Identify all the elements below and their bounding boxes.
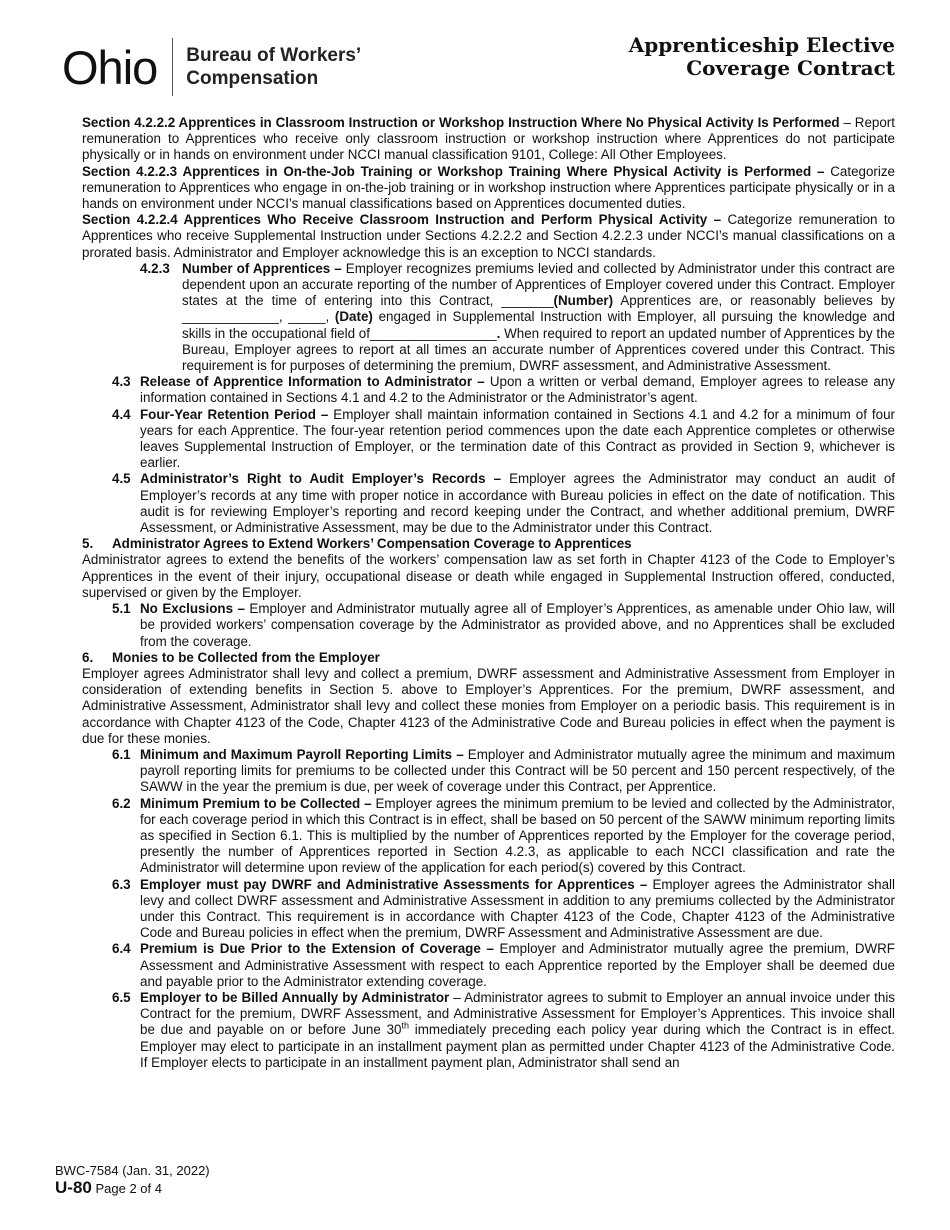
section-text: Employer shall maintain information contained in Sections 4.1 and 4.2 for a minimum of four years for each Apprentice. The four-year retention period commences upon the date each Apprentice completes or otherwise leaves Supplemental Instruction of Employer, or the termination date of this Contract as provided in Section 9, whichever is earlier. (140, 406, 895, 471)
section-heading: Employer to be Billed Annually by Administrator (140, 989, 450, 1005)
logo-divider (172, 38, 173, 96)
section-number: 6.1 (112, 746, 131, 762)
section-number: 6. (82, 649, 94, 665)
section-number: 6.4 (112, 941, 131, 957)
section-number: 4.5 (112, 471, 131, 487)
section-number: 4.3 (112, 374, 131, 390)
section-heading: Administrator Agrees to Extend Workers’ Compensation Coverage to Apprentices (112, 536, 632, 552)
section-text: – Report remuneration to Apprentices who receive only classroom instruction or workshop instruction where Apprentices do not participate physically or in hands on environment under NCCI manual classification 9101, College: All Other Employees. (82, 115, 895, 163)
section-text: – Administrator agrees to submit to Employer an annual invoice under this Contract for the premium, DWRF Assessment, and Administrative Assessment for Employer’s Apprentices. This invoice shall be due and payable on or before June 30 (140, 989, 895, 1038)
section-4-2-3 (140, 261, 895, 374)
section-6-1 (112, 747, 895, 796)
section-4-4 (112, 407, 895, 472)
section-text: Employer and Administrator mutually agree all of Employer’s Apprentices, as amenable under Ohio law, will be provided workers’ compensation coverage by the Administrator as provided above, and no Apprentices shall be excluded from the coverage. (140, 601, 895, 649)
section-text: When required to report an updated number of Apprentices by the Bureau, Employer agrees to report at all times an accurate number of Apprentices covered under this Contract. This requirement is for purposes of determining the premium, DWRF assessment, and Administrative Assessment. (182, 325, 896, 374)
date-field-label: (Date) (334, 309, 373, 325)
section-5-1 (112, 601, 895, 650)
ohio-bwc-logo (62, 38, 361, 96)
section-heading: Release of Apprentice Information to Administrator – (140, 374, 485, 390)
section-number: 6.3 (112, 876, 131, 892)
ordinal-suffix: th (401, 1020, 409, 1031)
section-4-3 (112, 374, 895, 406)
section-heading: Section 4.2.2.2 Apprentices in Classroom Instruction or Workshop Instruction Where No Physical Activity Is Performed (82, 115, 840, 130)
section-heading: Employer must pay DWRF and Administrative Assessments for Apprentices – (140, 876, 648, 892)
section-content (140, 374, 895, 406)
section-heading: Administrator’s Right to Audit Employer’s Records – (140, 471, 502, 487)
section-text: engaged in Supplemental Instruction with Employer, all pursuing the knowledge and skills in the occupational field of_________________ (182, 309, 896, 341)
bureau-name-line1: Bureau of Workers’ (186, 45, 362, 66)
document-title-line1: Apprenticeship Elective (628, 33, 895, 57)
section-6-text: Employer agrees Administrator shall levy and collect a premium, DWRF assessment and Administrative Assessment from Employer in consideration of extending benefits in Section 5. above to Employer’s Apprentices. For the premium, DWRF assessment, and Administrative Assessment, Administrator shall levy and collect these monies from Employer on a periodic basis. This requirement is in accordance with Chapter 4123 of the Code, Chapter 4123 of the Administrative Code and Bureau policies in effect when the payment is due for these monies. (82, 665, 895, 746)
form-code: U-80 (55, 1178, 92, 1197)
section-content (140, 471, 895, 536)
section-text: Employer agrees the minimum premium to be levied and collected by the Administrator, for each coverage period in which this Contract is in effect, shall be based on 50 percent of the SAWW minimum reporting limits as specified in Section 6.1. This is multiplied by the number of Apprentices reported by the Employer for the coverage period, presently the number of Apprentices reported in Section 4.2.3, as applicable to each NCCI classification and rate the Administrator will determine upon review of the application for each period(s) covered by this Contract. (140, 795, 896, 876)
section-text: Employer and Administrator mutually agree the premium, DWRF Assessment and Administrative Assessment with respect to each Apprentice reported by the Employer shall be deemed due and payable prior to the Administrator extending coverage. (140, 941, 895, 989)
section-content (140, 747, 895, 796)
document-body (82, 115, 895, 1071)
section-number: 6.5 (112, 989, 131, 1005)
section-number: 4.2.3 (140, 260, 170, 276)
page-header (0, 0, 950, 110)
section-5-heading (82, 536, 895, 552)
section-4-2-2-3 (82, 164, 895, 213)
section-text: Employer recognizes premiums levied and collected by Administrator under this contract are dependent upon an accurate reporting of the number of Apprentices of Employer covered under this Contract. Employer states at the time of entering into this Contract, _______ (182, 260, 895, 309)
section-text: Categorize remuneration to Apprentices who receive Supplemental Instruction under Sections 4.2.2.2 and Section 4.2.2.3 under NCCI’s manual classifications on a prorated basis. Administrator and Employer acknowledge this is an exception to NCCI standards. (82, 212, 896, 260)
section-content (140, 990, 895, 1071)
section-text: Employer agrees the Administrator shall levy and collect DWRF assessment and Administrative Assessment in addition to any premiums collected by the Administrator under this Contract. This requirement is in accordance with Chapter 4123 of the Code, Chapter 4123 of the Administrative Code and Bureau policies in effect when the premium, DWRF Assessment and Administrative Assessment are due. (140, 876, 895, 941)
section-heading: Monies to be Collected from the Employer (112, 649, 380, 665)
section-6-3 (112, 877, 895, 942)
section-content (140, 941, 895, 990)
form-number: BWC-7584 (Jan. 31, 2022) (55, 1163, 210, 1178)
page-number: Page 2 of 4 (95, 1181, 162, 1196)
section-number: 6.2 (112, 795, 131, 811)
section-content (140, 796, 895, 877)
section-heading: Minimum and Maximum Payroll Reporting Limits – (140, 746, 464, 762)
section-5-text: Administrator agrees to extend the benefits of the workers’ compensation law as set forth in Chapter 4123 of the Code to Employer’s Apprentices in the event of their injury, occupational disease or death while engaged in Supplemental Instruction offered, conducted, supervised or given by the Employer. (82, 552, 895, 600)
field-period: . (496, 325, 501, 341)
section-heading: Section 4.2.2.4 Apprentices Who Receive Classroom Instruction and Perform Physical Activity – (82, 212, 722, 228)
section-heading: Minimum Premium to be Collected – (140, 795, 372, 811)
document-title-line2: Coverage Contract (686, 56, 895, 80)
section-heading: Section 4.2.2.3 Apprentices in On-the-Job Training or Workshop Training Where Physical Activity is Performed – (82, 163, 825, 179)
section-content (182, 261, 895, 374)
section-6-heading (82, 650, 895, 666)
form-page-line (55, 1179, 210, 1197)
section-4-2-2-2 (82, 115, 895, 164)
bureau-name (186, 44, 361, 90)
section-text: Categorize remuneration to Apprentices who engage in on-the-job training or in workshop instruction where Apprentices participate physically or in a hands on environment under NCCI’s manual classifications based on Apprentices documented duties. (82, 163, 895, 212)
section-text: Upon a written or verbal demand, Employer agrees to release any information contained in Sections 4.1 and 4.2 to the Administrator or the Administrator’s agent. (140, 374, 895, 406)
section-6-2 (112, 796, 895, 877)
ohio-logo-word: Ohio (62, 40, 158, 94)
section-content (140, 407, 895, 472)
section-4-5 (112, 471, 895, 536)
section-text: immediately preceding each policy year during which the Contract is in effect. Employer may elect to participate in an installment payment plan as permitted under Chapter 4123 of the Administrative Code. If Employer elects to participate in an installment payment plan, Administrator shall send an (140, 1022, 896, 1070)
document-title (629, 34, 895, 80)
section-number: 4.4 (112, 406, 131, 422)
section-heading: Number of Apprentices – (182, 260, 342, 276)
section-6-4 (112, 941, 895, 990)
page-footer (55, 1162, 210, 1197)
number-field-label: (Number) (553, 293, 614, 309)
bureau-name-line2: Compensation (186, 68, 319, 89)
section-heading: No Exclusions – (140, 601, 245, 617)
section-content (140, 877, 895, 942)
section-heading: Four-Year Retention Period – (140, 406, 329, 422)
section-number: 5.1 (112, 601, 131, 617)
section-4-2-2-4 (82, 212, 895, 261)
section-text: Employer agrees the Administrator may conduct an audit of Employer’s records at any time with proper notice in accordance with Bureau policies in effect on the date of notification. This audit is for reviewing Employer’s reporting and record keeping under the Contract, and whether additional premium, DWRF Assessment, or Administrative Assessment, may be due to the Administrator under this Contract. (140, 471, 896, 536)
section-content (140, 601, 895, 650)
section-text: Apprentices are, or reasonably believes by _____________, _____, (182, 293, 895, 325)
section-6-5 (112, 990, 895, 1071)
section-number: 5. (82, 536, 94, 552)
section-heading: Premium is Due Prior to the Extension of Coverage – (140, 941, 494, 957)
section-text: Employer and Administrator mutually agree the minimum and maximum payroll reporting limits for premiums to be collected under this Contract will be 50 percent and 150 percent respectively, of the SAWW in the year the premium is due, per week of coverage under this Contract, per Apprentice. (140, 746, 895, 795)
